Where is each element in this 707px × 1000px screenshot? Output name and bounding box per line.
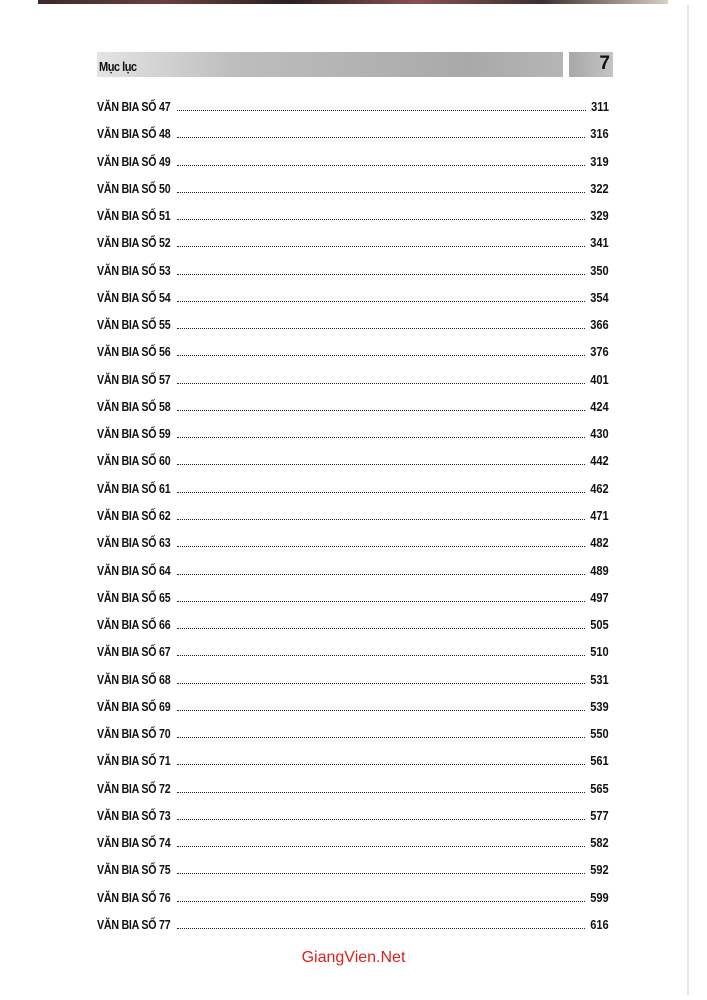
- toc-entry-title: VĂN BIA SỐ 61: [97, 480, 171, 496]
- toc-entry: [97, 890, 609, 917]
- dot-leader: [177, 546, 586, 547]
- dot-leader: [177, 928, 586, 929]
- toc-entry: [97, 99, 609, 126]
- dot-leader: [177, 901, 586, 902]
- toc-entry: [97, 835, 609, 862]
- toc-entry-page: 462: [590, 480, 609, 496]
- dot-leader: [177, 165, 586, 166]
- toc-entry-page: 341: [590, 235, 609, 251]
- dot-leader: [177, 328, 586, 329]
- toc-entry-title: VĂN BIA SỐ 47: [97, 99, 171, 114]
- dot-leader: [177, 219, 586, 220]
- toc-entry-page: 561: [590, 753, 609, 769]
- toc-entry-page: 582: [590, 835, 609, 851]
- toc-entry: [97, 235, 609, 262]
- toc-entry-title: VĂN BIA SỐ 55: [97, 317, 171, 333]
- dot-leader: [177, 274, 586, 275]
- dot-leader: [177, 192, 586, 193]
- dot-leader: [177, 410, 586, 411]
- toc-entry-page: 442: [590, 453, 609, 469]
- toc-entry-title: VĂN BIA SỐ 68: [97, 671, 171, 687]
- dot-leader: [177, 819, 586, 820]
- toc-entry-title: VĂN BIA SỐ 74: [97, 835, 171, 851]
- toc-entry-title: VĂN BIA SỐ 60: [97, 453, 171, 469]
- toc-entry: [97, 154, 609, 181]
- toc-entry-page: 497: [590, 589, 609, 605]
- dot-leader: [177, 437, 586, 438]
- toc-entry-title: VĂN BIA SỐ 71: [97, 753, 171, 769]
- toc-entry-title: VĂN BIA SỐ 72: [97, 780, 171, 796]
- dot-leader: [177, 737, 586, 738]
- toc-entry-title: VĂN BIA SỐ 66: [97, 617, 171, 633]
- toc-entry: [97, 344, 609, 371]
- dot-leader: [177, 601, 586, 602]
- toc-entry: [97, 535, 609, 562]
- toc-entry-title: VĂN BIA SỐ 62: [97, 507, 171, 523]
- toc-entry-page: 510: [590, 644, 609, 660]
- toc-entry-title: VĂN BIA SỐ 57: [97, 371, 171, 387]
- dot-leader: [177, 383, 586, 384]
- scan-top-edge: [38, 0, 668, 4]
- toc-entry: [97, 508, 609, 535]
- toc-entry-title: VĂN BIA SỐ 50: [97, 180, 171, 196]
- toc-entry-page: 424: [590, 398, 609, 414]
- dot-leader: [177, 846, 586, 847]
- dot-leader: [177, 792, 586, 793]
- page-number-box: [569, 52, 613, 77]
- dot-leader: [177, 574, 586, 575]
- toc-entry: [97, 372, 609, 399]
- toc-entry: [97, 481, 609, 508]
- toc-entry: [97, 453, 609, 480]
- toc-entry: [97, 917, 609, 944]
- toc-entry-page: 565: [590, 780, 609, 796]
- toc-entry-page: 592: [590, 862, 609, 878]
- toc-entry-title: VĂN BIA SỐ 63: [97, 535, 171, 551]
- toc-entry-page: 376: [590, 344, 609, 360]
- toc-entry-title: VĂN BIA SỐ 75: [97, 862, 171, 878]
- dot-leader: [177, 492, 586, 493]
- dot-leader: [177, 301, 586, 302]
- toc-entry: [97, 399, 609, 426]
- toc-entry-page: 599: [590, 889, 609, 905]
- dot-leader: [177, 355, 586, 356]
- dot-leader: [177, 110, 586, 111]
- dot-leader: [177, 628, 586, 629]
- scan-right-edge: [687, 5, 689, 995]
- toc-entry-page: 322: [590, 180, 609, 196]
- toc-entry-page: 316: [590, 126, 609, 142]
- dot-leader: [177, 464, 586, 465]
- toc-entry-page: 531: [590, 671, 609, 687]
- dot-leader: [177, 519, 586, 520]
- toc-entry-page: 577: [590, 807, 609, 823]
- dot-leader: [177, 764, 586, 765]
- toc-entry-page: 430: [590, 426, 609, 442]
- toc-entry-page: 354: [590, 289, 609, 305]
- dot-leader: [177, 710, 586, 711]
- toc-entry-page: 366: [590, 317, 609, 333]
- toc-entry: [97, 781, 609, 808]
- toc-entry-title: VĂN BIA SỐ 65: [97, 589, 171, 605]
- toc-entry-page: 350: [590, 262, 609, 278]
- toc-entry-page: 489: [590, 562, 609, 578]
- running-header: [97, 52, 563, 77]
- toc-entry-title: VĂN BIA SỐ 77: [97, 916, 171, 932]
- dot-leader: [177, 137, 586, 138]
- dot-leader: [177, 683, 586, 684]
- toc-entry-page: 539: [590, 698, 609, 714]
- toc-entry: [97, 808, 609, 835]
- toc-entry-title: VĂN BIA SỐ 58: [97, 398, 171, 414]
- toc-entry-title: VĂN BIA SỐ 51: [97, 208, 171, 224]
- toc-entry: [97, 181, 609, 208]
- toc-entry-page: 616: [590, 916, 609, 932]
- toc-entry: [97, 290, 609, 317]
- toc-entry-title: VĂN BIA SỐ 54: [97, 289, 171, 305]
- toc-entry-page: 482: [590, 535, 609, 551]
- toc-entry: [97, 862, 609, 889]
- toc-entry: [97, 617, 609, 644]
- watermark: GiangVien.Net: [301, 949, 406, 966]
- toc-entry: [97, 699, 609, 726]
- toc-entry: [97, 726, 609, 753]
- toc-entry: [97, 563, 609, 590]
- toc-entry: [97, 317, 609, 344]
- toc-entry-title: VĂN BIA SỐ 59: [97, 426, 171, 442]
- toc-entry: [97, 672, 609, 699]
- toc-entry: [97, 263, 609, 290]
- table-of-contents: [97, 99, 609, 944]
- header-title: Mục lục: [99, 59, 137, 74]
- toc-entry-title: VĂN BIA SỐ 53: [97, 262, 171, 278]
- toc-entry: [97, 426, 609, 453]
- toc-entry-title: VĂN BIA SỐ 70: [97, 726, 171, 742]
- toc-entry: [97, 590, 609, 617]
- toc-entry-page: 401: [590, 371, 609, 387]
- toc-entry-page: 319: [590, 153, 609, 169]
- toc-entry-title: VĂN BIA SỐ 48: [97, 126, 171, 142]
- toc-entry: [97, 644, 609, 671]
- page-number: 7: [599, 53, 610, 74]
- dot-leader: [177, 246, 586, 247]
- dot-leader: [177, 873, 586, 874]
- toc-entry-title: VĂN BIA SỐ 67: [97, 644, 171, 660]
- toc-entry-page: 550: [590, 726, 609, 742]
- toc-entry: [97, 753, 609, 780]
- toc-entry-title: VĂN BIA SỐ 49: [97, 153, 171, 169]
- toc-entry-title: VĂN BIA SỐ 76: [97, 889, 171, 905]
- toc-entry: [97, 208, 609, 235]
- toc-entry-page: 505: [590, 617, 609, 633]
- toc-entry-page: 329: [590, 208, 609, 224]
- dot-leader: [177, 655, 586, 656]
- toc-entry-title: VĂN BIA SỐ 73: [97, 807, 171, 823]
- toc-entry-page: 311: [591, 99, 609, 114]
- toc-entry-title: VĂN BIA SỐ 52: [97, 235, 171, 251]
- toc-entry-page: 471: [590, 507, 609, 523]
- toc-entry: [97, 126, 609, 153]
- toc-entry-title: VĂN BIA SỐ 64: [97, 562, 171, 578]
- toc-entry-title: VĂN BIA SỐ 56: [97, 344, 171, 360]
- toc-entry-title: VĂN BIA SỐ 69: [97, 698, 171, 714]
